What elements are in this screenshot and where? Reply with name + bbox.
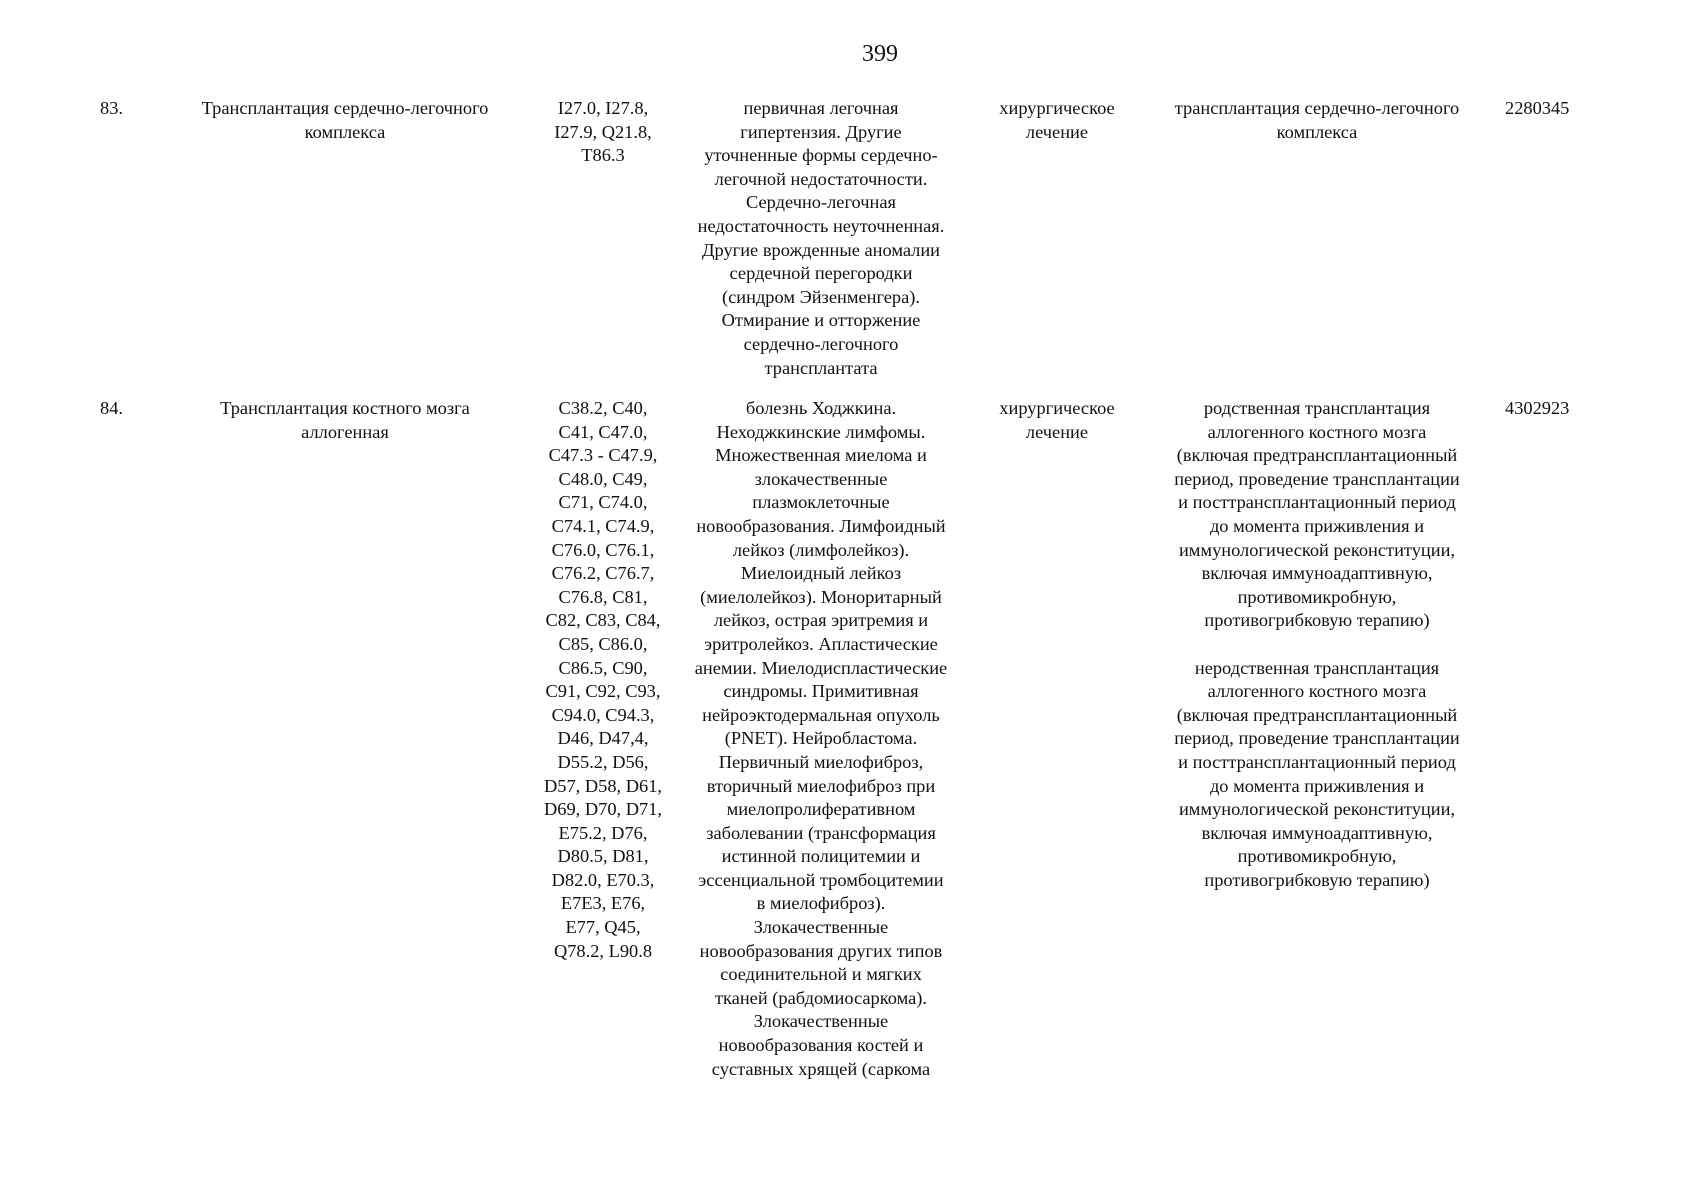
text-line: D69, D70, D71, [543, 799, 662, 820]
text-line: аллогенного костного мозга [1207, 421, 1427, 442]
text-line: (миелолейкоз). Моноритарный [700, 586, 942, 607]
text-line: T86.3 [581, 145, 625, 166]
text-line: иммунологической реконституции, [1178, 539, 1456, 560]
text-line: до момента приживления и [1209, 515, 1425, 536]
text-line: иммунологической реконституции, [1178, 799, 1456, 820]
text-line: эссенциальной тромбоцитемии [698, 869, 944, 890]
method-item [1152, 397, 1482, 633]
text-line: (синдром Эйзенменгера). [721, 286, 921, 307]
treatment-type [974, 397, 1140, 444]
text-line: противогрибковую терапию) [1204, 869, 1430, 890]
treatment-methods [1152, 397, 1482, 892]
text-line: E77, Q45, [565, 917, 641, 938]
text-line: C48.0, C49, [558, 468, 648, 489]
text-line: сердечной перегородки [729, 263, 913, 284]
text-line: Отмирание и отторжение [721, 310, 921, 331]
text-line: D82.0, E70.3, [551, 869, 655, 890]
text-line: миелопролиферативном [726, 799, 916, 820]
text-line: Злокачественные [753, 917, 889, 938]
diagnosis [678, 97, 964, 380]
text-line: противомикробную, [1237, 846, 1397, 867]
text-line: C94.0, C94.3, [551, 704, 655, 725]
text-line: C76.2, C76.7, [551, 563, 655, 584]
text-line: и посттрансплантационный период [1178, 492, 1456, 513]
text-line: (включая предтрансплантационный [1176, 704, 1458, 725]
text-line: трансплантация сердечно-легочного [1174, 98, 1460, 118]
text-line: лечение [1025, 421, 1089, 442]
text-line: неродственная трансплантация [1194, 657, 1440, 678]
text-line: период, проведение трансплантации [1174, 728, 1460, 749]
text-line: болезнь Ходжкина. [745, 398, 897, 418]
text-line: заболевании (трансформация [706, 822, 936, 843]
method-item [1152, 97, 1482, 144]
text-line: синдромы. Примитивная [723, 681, 919, 702]
text-line: D46, D47,4, [557, 728, 649, 749]
treatment-type [974, 97, 1140, 144]
method-item [1152, 657, 1482, 893]
text-line: Злокачественные [753, 1011, 889, 1032]
text-line: Сердечно-легочная [746, 192, 896, 213]
text-line: гипертензия. Другие [740, 121, 902, 142]
text-line: комплекса [304, 121, 386, 142]
text-line: истинной полицитемии и [721, 846, 921, 867]
text-line: C86.5, C90, [558, 657, 648, 678]
procedure-name [175, 397, 515, 444]
text-line: C91, C92, C93, [545, 681, 661, 702]
text-line: злокачественные [754, 468, 888, 489]
text-line: хирургическое [999, 398, 1115, 418]
text-line: вторичный миелофиброз при [706, 775, 936, 796]
text-line: (PNET). Нейробластома. [724, 728, 918, 749]
text-line: новообразования других типов [699, 940, 943, 961]
text-line: Миелоидный лейкоз [740, 563, 902, 584]
text-line: недостаточность неуточненная. [697, 215, 945, 236]
text-line: и посттрансплантационный период [1178, 751, 1456, 772]
text-line: C47.3 - C47.9, [548, 445, 658, 466]
text-line: D57, D58, D61, [543, 775, 662, 796]
text-line: новообразования костей и [718, 1035, 924, 1056]
text-line: Множественная миелома и [715, 445, 927, 466]
text-line: уточненные формы сердечно- [704, 145, 938, 166]
text-line: Первичный миелофиброз, [718, 751, 924, 772]
text-line: E7E3, E76, [560, 893, 646, 914]
text-line: период, проведение трансплантации [1174, 468, 1460, 489]
text-line: трансплантата [764, 357, 878, 378]
text-line: Трансплантация костного мозга [220, 398, 470, 418]
text-line: противогрибковую терапию) [1204, 610, 1430, 631]
text-line: C76.8, C81, [558, 586, 648, 607]
text-line: аллогенного костного мозга [1207, 681, 1427, 702]
text-line: C85, C86.0, [558, 633, 648, 654]
text-line: E75.2, D76, [558, 822, 648, 843]
text-line: плазмоклеточные [752, 492, 890, 513]
text-line: противомикробную, [1237, 586, 1397, 607]
text-line: I27.0, I27.8, [557, 98, 649, 118]
text-line: C82, C83, C84, [545, 610, 661, 631]
treatment-methods [1152, 97, 1482, 144]
text-line: родственная трансплантация [1203, 398, 1431, 418]
text-line: C38.2, C40, [558, 398, 648, 418]
text-line: C74.1, C74.9, [551, 515, 655, 536]
text-line: первичная легочная [743, 98, 899, 118]
diagnosis [678, 397, 964, 1081]
text-line: D80.5, D81, [557, 846, 649, 867]
row-number: 83. [100, 98, 123, 118]
text-line: новообразования. Лимфоидный [696, 515, 946, 536]
text-line: хирургическое [999, 98, 1115, 118]
text-line: D55.2, D56, [557, 751, 649, 772]
icd-codes [532, 397, 674, 963]
text-line: лейкоз (лимфолейкоз). [732, 539, 910, 560]
text-line: (включая предтрансплантационный [1176, 445, 1458, 466]
text-line: I27.9, Q21.8, [554, 121, 652, 142]
text-line: включая иммуноадаптивную, [1201, 822, 1433, 843]
text-line: сердечно-легочного [743, 333, 899, 354]
text-line: комплекса [1276, 121, 1358, 142]
procedure-name [175, 97, 515, 144]
text-line: Q78.2, L90.8 [553, 940, 653, 961]
text-line: в миелофиброз). [756, 893, 886, 914]
text-line: C76.0, C76.1, [551, 539, 655, 560]
text-line: C71, C74.0, [558, 492, 648, 513]
text-line: лечение [1025, 121, 1089, 142]
text-line: соединительной и мягких [720, 964, 922, 985]
text-line: аллогенная [301, 421, 389, 442]
text-line: C41, C47.0, [558, 421, 648, 442]
text-line: до момента приживления и [1209, 775, 1425, 796]
icd-codes [532, 97, 674, 168]
text-line: включая иммуноадаптивную, [1201, 563, 1433, 584]
page-number: 399 [862, 41, 898, 67]
text-line: нейроэктодермальная опухоль [702, 704, 940, 725]
row-number: 84. [100, 398, 123, 418]
text-line: эритролейкоз. Апластические [704, 633, 938, 654]
text-line: лейкоз, острая эритремия и [713, 610, 929, 631]
text-line: Неходжкинские лимфомы. [716, 421, 926, 442]
text-line: Трансплантация сердечно-легочного [201, 98, 489, 118]
text-line: легочной недостаточности. [714, 168, 928, 189]
text-line: тканей (рабдомиосаркома). [714, 987, 927, 1008]
text-line: Другие врожденные аномалии [701, 239, 941, 260]
text-line: суставных хрящей (саркома [711, 1058, 931, 1079]
cost-value: 2280345 [1505, 98, 1570, 118]
text-line: анемии. Миелодиспластические [694, 657, 948, 678]
cost-value: 4302923 [1505, 398, 1570, 418]
